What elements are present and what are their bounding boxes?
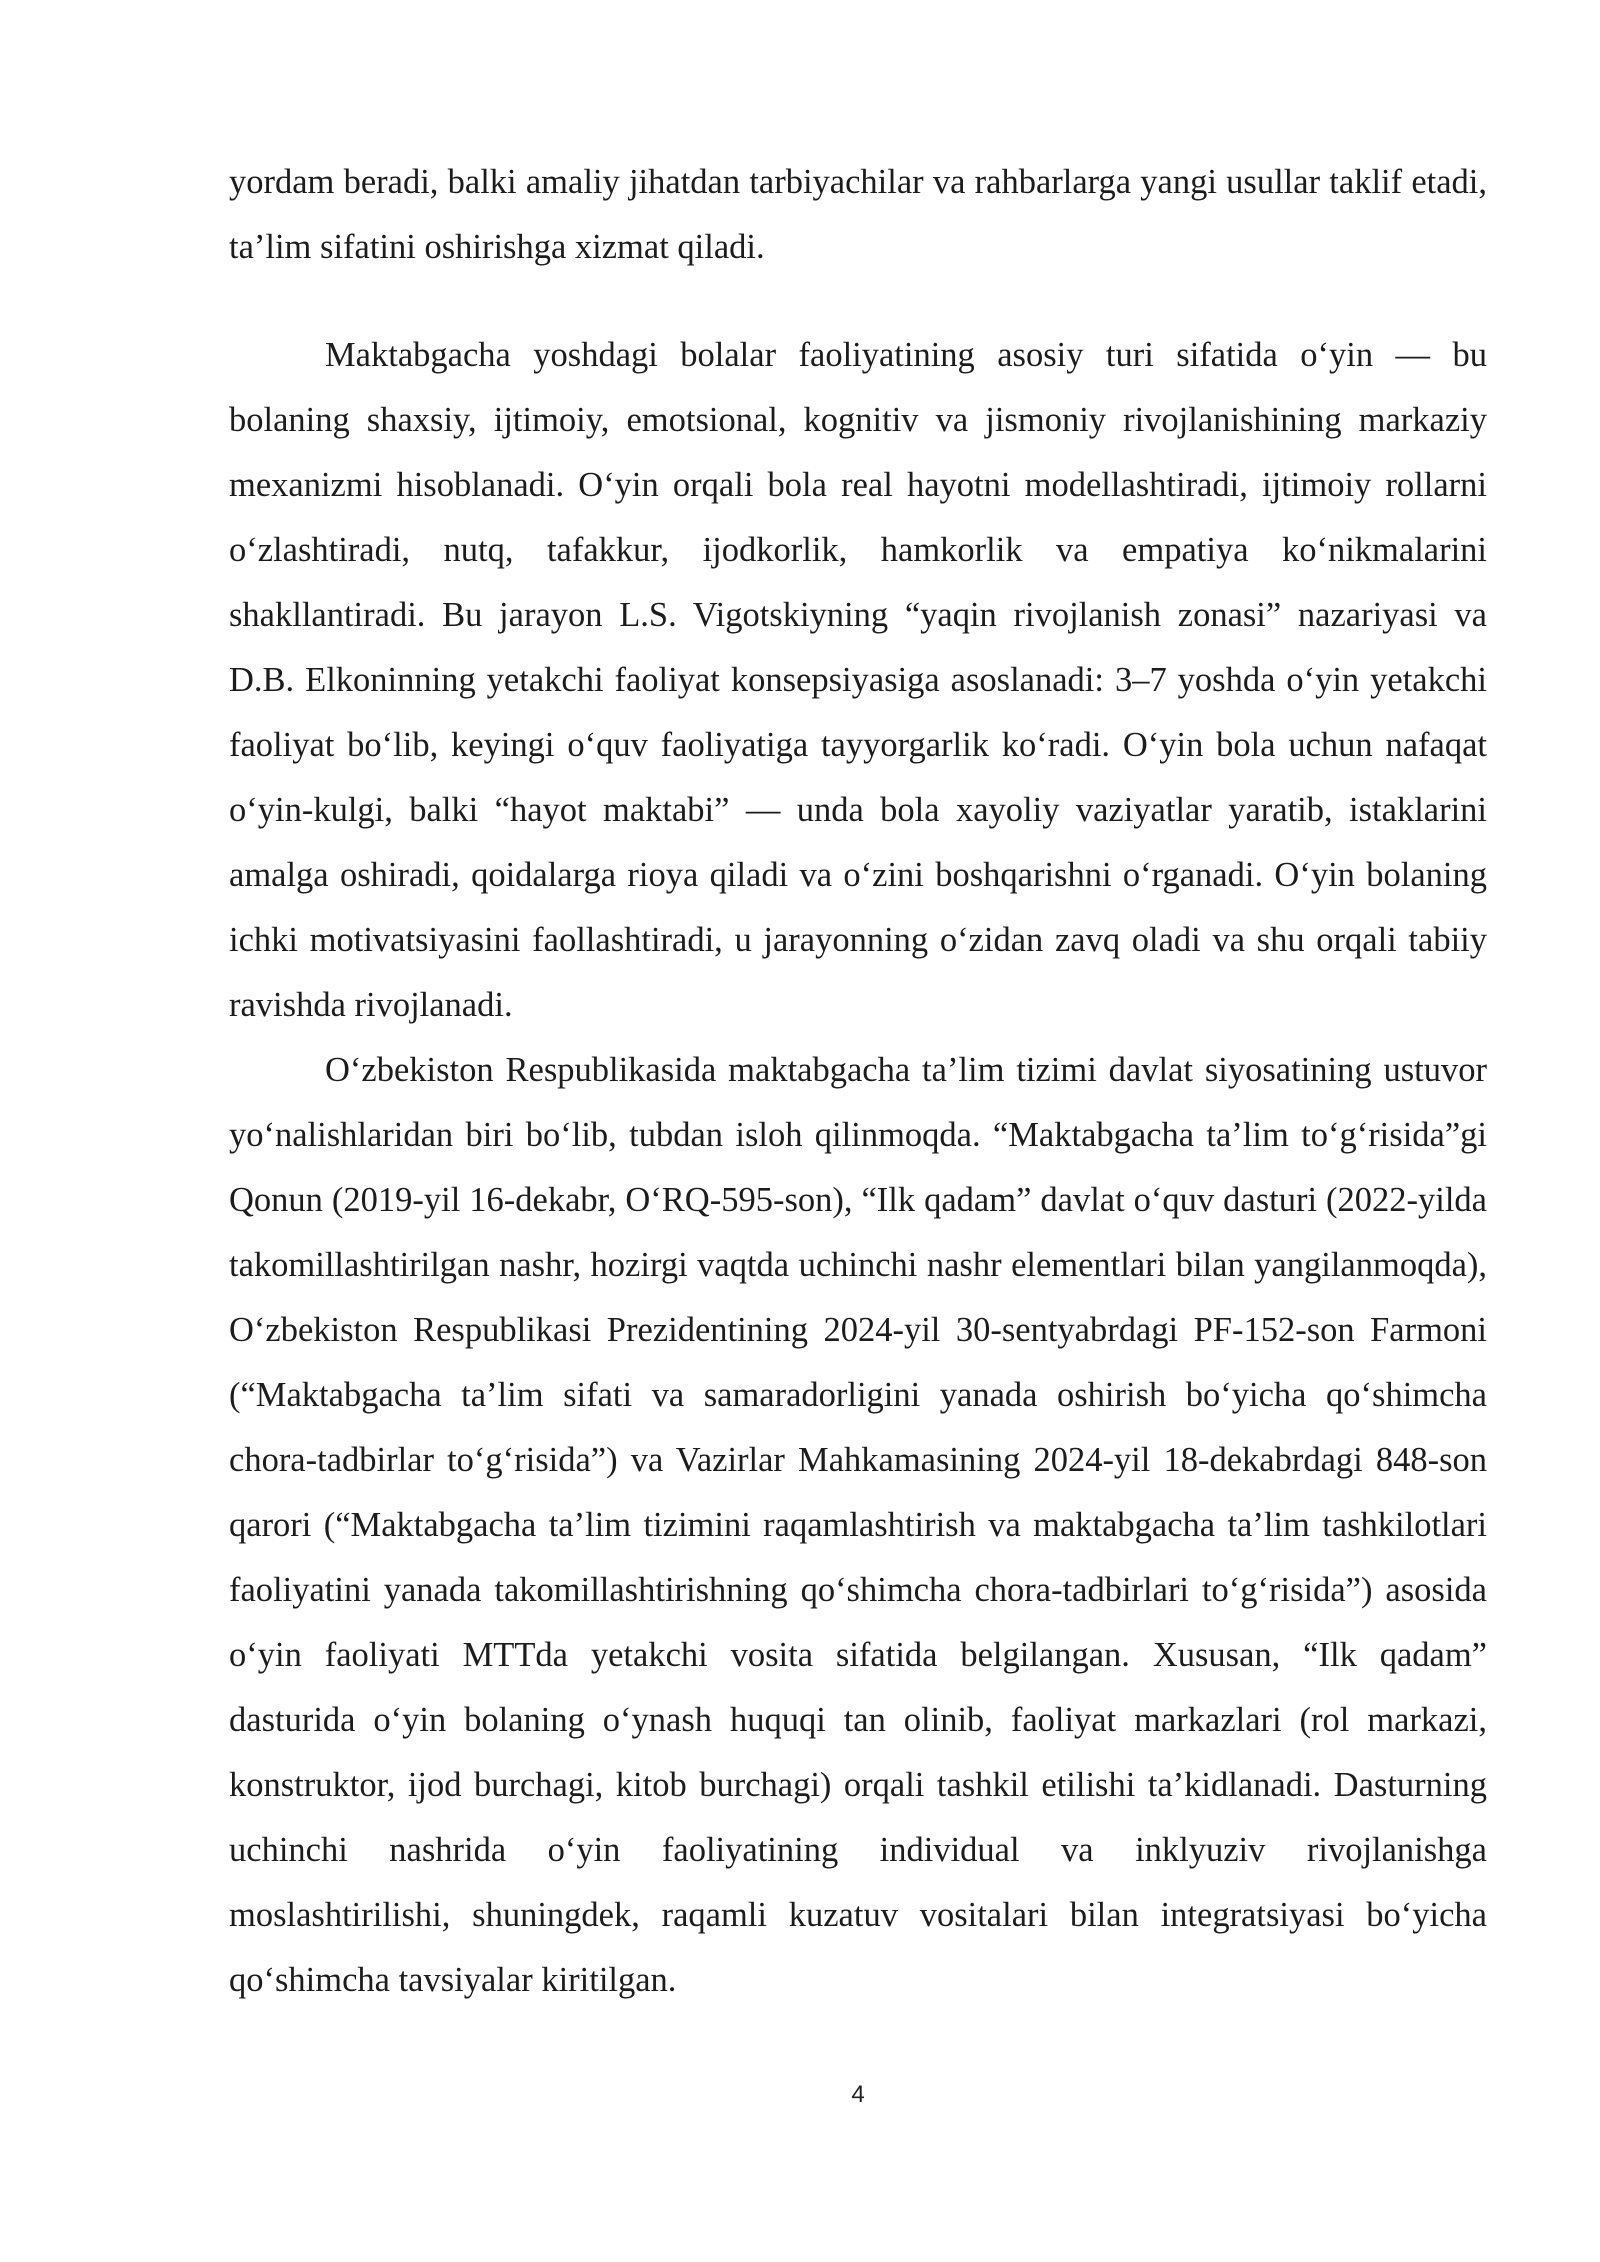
page-number: 4 [851,2081,865,2108]
paragraph-uzbekistan-policy: O‘zbekiston Respublikasida maktabgacha ta’lim tizimi davlat siyosatining ustuvor yo‘nalishlaridan biri bo‘lib, tubdan isloh qilinmoqda. “Maktabgacha ta’lim to‘g‘risida”gi Qonun (2019-yil 16-dekabr, O‘RQ-595-son), “Ilk qadam” davlat o‘quv dasturi (2022-yilda takomillashtirilgan nashr, hozirgi vaqtda uchinchi nashr elementlari bilan yangilanmoqda), O‘zbekiston Respublikasi Prezidentining 2024-yil 30-sentyabrdagi PF-152-son Farmoni (“Maktabgacha ta’lim sifati va samaradorligini yanada oshirish bo‘yicha qo‘shimcha chora-tadbirlar to‘g‘risida”) va Vazirlar Mahkamasining 2024-yil 18-dekabrdagi 848-son qarori (“Maktabgacha ta’lim tizimini raqamlashtirish va maktabgacha ta’lim tashkilotlari faoliyatini yanada takomillashtirishning qo‘shimcha chora-tadbirlari to‘g‘risida”) asosida o‘yin faoliyati MTTda yetakchi vosita sifatida belgilangan. Xususan, “Ilk qadam” dasturida o‘yin bolaning o‘ynash huquqi tan olinib, faoliyat markazlari (rol markazi, konstruktor, ijod burchagi, kitob burchagi) orqali tashkil etilishi ta’kidlanadi. Dasturning uchinchi nashrida o‘yin faoliyatining individual va inklyuziv rivojlanishga moslashtirilishi, shuningdek, raqamli kuzatuv vositalari bilan integratsiyasi bo‘yicha qo‘shimcha tavsiyalar kiritilgan. [229,1051,1487,1999]
paragraph-play-activity: Maktabgacha yoshdagi bolalar faoliyatining asosiy turi sifatida o‘yin — bu bolaning shaxsiy, ijtimoiy, emotsional, kognitiv va jismoniy rivojlanishining markaziy mexanizmi hisoblanadi. O‘yin orqali bola real hayotni modellashtiradi, ijtimoiy rollarni o‘zlashtiradi, nutq, tafakkur, ijodkorlik, hamkorlik va empatiya ko‘nikmalarini shakllantiradi. Bu jarayon L.S. Vigotskiyning “yaqin rivojlanish zonasi” nazariyasi va D.B. Elkoninning yetakchi faoliyat konsepsiyasiga asoslanadi: 3–7 yoshda o‘yin yetakchi faoliyat bo‘lib, keyingi o‘quv faoliyatiga tayyorgarlik ko‘radi. O‘yin bola uchun nafaqat o‘yin-kulgi, balki “hayot maktabi” — unda bola xayoliy vaziyatlar yaratib, istaklarini amalga oshiradi, qoidalarga rioya qiladi va o‘zini boshqarishni o‘rganadi. O‘yin bolaning ichki motivatsiyasini faollashtiradi, u jarayonning o‘zidan zavq oladi va shu orqali tabiiy ravishda rivojlanadi. [229,336,1487,1024]
body-text [229,150,1487,2013]
paragraph-continuation: yordam beradi, balki amaliy jihatdan tarbiyachilar va rahbarlarga yangi usullar taklif etadi, ta’lim sifatini oshirishga xizmat qiladi. [229,163,1487,266]
